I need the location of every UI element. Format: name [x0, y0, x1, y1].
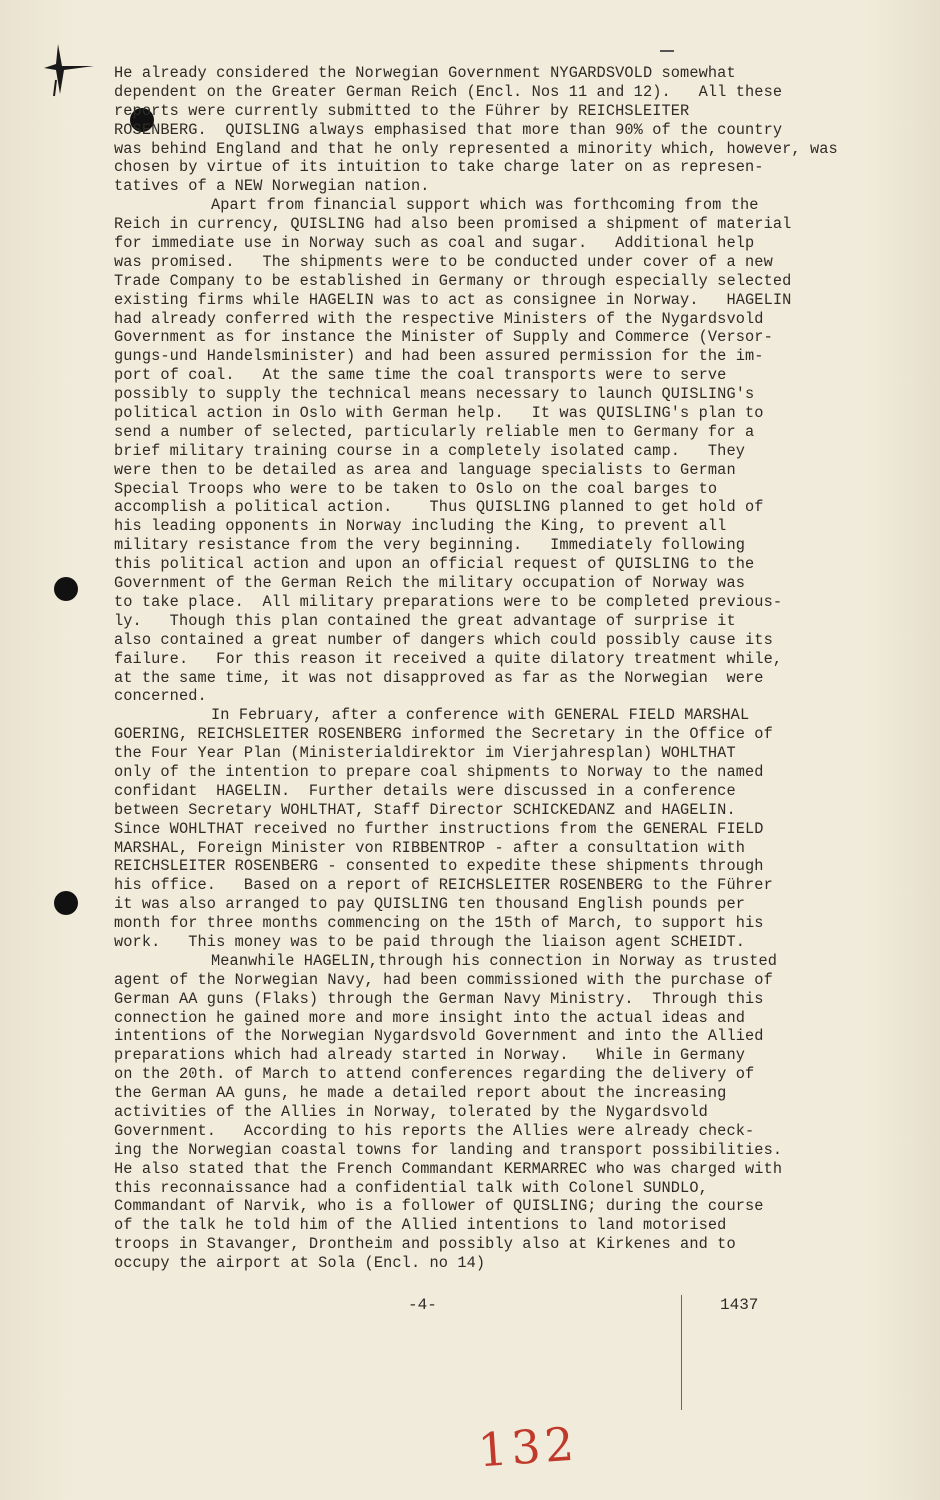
text-line: the Four Year Plan (Ministerialdirektor im Vierjahresplan) WOHLTHAT	[114, 744, 736, 763]
text-line: preparations which had already started in Norway. While in Germany	[114, 1046, 746, 1065]
text-line: MARSHAL, Foreign Minister von RIBBENTROP - after a consultation with	[114, 838, 746, 857]
text-line: confidant HAGELIN. Further details were discussed in a conference	[114, 781, 736, 800]
text-line: of the talk he told him of the Allied intentions to land motorised	[114, 1216, 727, 1235]
text-line: failure. For this reason it received a quite dilatory treatment while,	[114, 649, 783, 668]
text-line: brief military training course in a completely isolated camp. They	[114, 441, 746, 460]
handwritten-number: 132	[476, 1416, 580, 1478]
text-line: month for three months commencing on the 15th of March, to support his	[114, 914, 764, 933]
text-line: also contained a great number of dangers which could possibly cause its	[114, 630, 773, 649]
text-line: GOERING, REICHSLEITER ROSENBERG informed the Secretary in the Office of	[114, 725, 773, 744]
text-line: accomplish a political action. Thus QUISLING planned to get hold of	[114, 498, 764, 517]
text-line: tatives of a NEW Norwegian nation.	[114, 177, 430, 196]
text-line: REICHSLEITER ROSENBERG - consented to expedite these shipments through	[114, 857, 764, 876]
text-line: He also stated that the French Commandant KERMARREC who was charged with	[114, 1159, 783, 1178]
text-line: only of the intention to prepare coal shipments to Norway to the named	[114, 762, 764, 781]
text-line: was promised. The shipments were to be conducted under cover of a new	[114, 252, 773, 271]
pencil-mark	[660, 50, 674, 52]
text-line: his leading opponents in Norway including the King, to prevent all	[114, 517, 727, 536]
text-line: between Secretary WOHLTHAT, Staff Director SCHICKEDANZ and HAGELIN.	[114, 800, 736, 819]
text-line: German AA guns (Flaks) through the German Navy Ministry. Through this	[114, 989, 764, 1008]
margin-arrow-mark	[40, 40, 100, 105]
text-line: Special Troops who were to be taken to Oslo on the coal barges to	[114, 479, 718, 498]
text-line: reports were currently submitted to the Führer by REICHSLEITER	[114, 101, 690, 120]
text-line: activities of the Allies in Norway, tolerated by the Nygardsvold	[114, 1102, 708, 1121]
text-line: chosen by virtue of its intuition to take charge later on as represen-	[114, 158, 764, 177]
text-line: military resistance from the very beginning. Immediately following	[114, 536, 746, 555]
text-line: was behind England and that he only represented a minority which, however, was	[114, 139, 838, 158]
text-line: Reich in currency, QUISLING had also been promised a shipment of material	[114, 215, 792, 234]
text-line: possibly to supply the technical means necessary to launch QUISLING's	[114, 385, 755, 404]
text-line: were then to be detailed as area and language specialists to German	[114, 460, 736, 479]
text-line: Apart from financial support which was forthcoming from the	[211, 196, 759, 215]
text-line: In February, after a conference with GENERAL FIELD MARSHAL	[211, 706, 750, 725]
text-line: this political action and upon an official request of QUISLING to the	[114, 555, 755, 574]
text-line: occupy the airport at Sola (Encl. no 14)	[114, 1254, 486, 1273]
punch-hole	[54, 577, 78, 601]
text-line: Since WOHLTHAT received no further instructions from the GENERAL FIELD	[114, 819, 764, 838]
margin-rule	[681, 1295, 682, 1410]
text-line: existing firms while HAGELIN was to act as consignee in Norway. HAGELIN	[114, 290, 792, 309]
text-line: political action in Oslo with German help. It was QUISLING's plan to	[114, 404, 764, 423]
document-body	[114, 64, 838, 1273]
text-line: ly. Though this plan contained the great advantage of surprise it	[114, 611, 736, 630]
text-line: Meanwhile HAGELIN,through his connection in Norway as trusted	[211, 951, 778, 970]
text-line: port of coal. At the same time the coal transports were to serve	[114, 366, 727, 385]
text-line: ROSENBERG. QUISLING always emphasised that more than 90% of the country	[114, 120, 783, 139]
punch-hole	[54, 891, 78, 915]
document-number: 1437	[720, 1296, 759, 1314]
text-line: Government as for instance the Minister of Supply and Commerce (Versor-	[114, 328, 773, 347]
text-line: intentions of the Norwegian Nygardsvold Government and into the Allied	[114, 1027, 764, 1046]
text-line: it was also arranged to pay QUISLING ten thousand English pounds per	[114, 895, 746, 914]
text-line: work. This money was to be paid through the liaison agent SCHEIDT.	[114, 932, 746, 951]
text-line: ing the Norwegian coastal towns for landing and transport possibilities.	[114, 1140, 783, 1159]
text-line: agent of the Norwegian Navy, had been commissioned with the purchase of	[114, 970, 773, 989]
text-line: this reconnaissance had a confidential talk with Colonel SUNDLO,	[114, 1178, 708, 1197]
text-line: Commandant of Narvik, who is a follower of QUISLING; during the course	[114, 1197, 764, 1216]
text-line: at the same time, it was not disapproved as far as the Norwegian were	[114, 668, 764, 687]
text-line: gungs-und Handelsminister) and had been assured permission for the im-	[114, 347, 764, 366]
text-line: to take place. All military preparations were to be completed previous-	[114, 592, 783, 611]
text-line: Government. According to his reports the Allies were already check-	[114, 1121, 755, 1140]
text-line: had already conferred with the respective Ministers of the Nygardsvold	[114, 309, 764, 328]
text-line: Government of the German Reich the military occupation of Norway was	[114, 574, 746, 593]
text-line: the German AA guns, he made a detailed report about the increasing	[114, 1084, 727, 1103]
text-line: connection he gained more and more insight into the actual ideas and	[114, 1008, 746, 1027]
text-line: dependent on the Greater German Reich (Encl. Nos 11 and 12). All these	[114, 82, 783, 101]
text-line: his office. Based on a report of REICHSLEITER ROSENBERG to the Führer	[114, 876, 773, 895]
text-line: troops in Stavanger, Drontheim and possibly also at Kirkenes and to	[114, 1235, 736, 1254]
text-line: He already considered the Norwegian Government NYGARDSVOLD somewhat	[114, 64, 736, 82]
text-line: for immediate use in Norway such as coal and sugar. Additional help	[114, 234, 755, 253]
text-line: concerned.	[114, 687, 207, 706]
page-number: -4-	[408, 1296, 437, 1314]
text-line: send a number of selected, particularly reliable men to Germany for a	[114, 422, 755, 441]
text-line: Trade Company to be established in Germany or through especially selected	[114, 271, 792, 290]
text-line: on the 20th. of March to attend conferences regarding the delivery of	[114, 1065, 755, 1084]
